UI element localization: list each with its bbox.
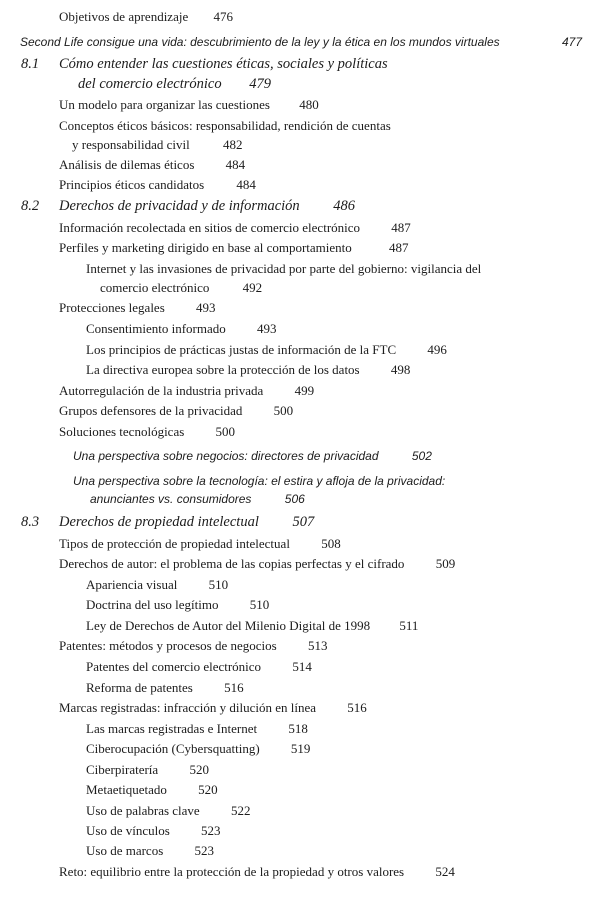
toc-entry [86, 823, 221, 839]
toc-entry-title: Ciberocupación (Cybersquatting) [86, 741, 260, 756]
section-title: del comercio electrónico [78, 76, 222, 92]
toc-entry-page: 520 [198, 782, 218, 797]
toc-entry-page: 516 [224, 680, 244, 695]
toc-entry [59, 9, 233, 25]
toc-entry [59, 97, 319, 113]
toc-entry-title: Patentes del comercio electrónico [86, 659, 262, 674]
toc-entry [59, 300, 216, 316]
toc-section-heading-cont [78, 76, 271, 92]
toc-entry [86, 741, 310, 757]
toc-entry [59, 864, 455, 880]
toc-entry-page: 487 [389, 240, 409, 255]
toc-entry-page: 510 [208, 577, 229, 592]
toc-entry-title: Una perspectiva sobre negocios: directores de privacidad [73, 449, 379, 463]
toc-entry [86, 597, 269, 613]
toc-feature-entry-cont [90, 491, 305, 507]
toc-entry-title: Conceptos éticos básicos: responsabilidad, rendición de cuentas [59, 118, 391, 133]
toc-entry-cont [100, 280, 262, 296]
toc-entry-title: Marcas registradas: infracción y dilución en línea [59, 700, 317, 715]
toc-entry [86, 577, 228, 593]
section-title: Derechos de privacidad y de información [59, 198, 300, 214]
toc-entry-page: 514 [292, 659, 312, 674]
toc-entry-title: comercio electrónico [100, 280, 210, 295]
toc-entry-page: 500 [273, 403, 294, 418]
toc-entry-title: Second Life consigue una vida: descubrimiento de la ley y la ética en los mundos virtuales [20, 35, 500, 49]
toc-entry-title: Principios éticos candidatos [59, 177, 205, 192]
toc-entry-title: Uso de palabras clave [86, 803, 200, 818]
toc-entry-title: La directiva europea sobre la protección de los datos [86, 362, 360, 377]
toc-entry-title: Uso de vínculos [86, 823, 170, 838]
toc-entry-title: Consentimiento informado [86, 321, 226, 336]
toc-entry-title: Ley de Derechos de Autor del Milenio Digital de 1998 [86, 618, 371, 633]
toc-entry-page: 487 [391, 220, 411, 235]
toc-entry [86, 721, 308, 737]
toc-entry-page: 498 [390, 362, 411, 377]
section-page: 486 [333, 198, 356, 214]
section-title: Cómo entender las cuestiones éticas, sociales y políticas [59, 56, 388, 72]
toc-entry-page: 509 [435, 556, 456, 571]
toc-entry [59, 240, 409, 256]
toc-entry-page: 513 [307, 638, 328, 653]
toc-entry-page: 493 [196, 300, 216, 315]
toc-entry-page: 524 [435, 864, 455, 879]
toc-entry-page: 511 [399, 618, 419, 633]
toc-entry-page: 502 [411, 449, 432, 463]
toc-entry [86, 261, 481, 277]
toc-entry [59, 220, 411, 236]
toc-entry-title: Apariencia visual [86, 577, 178, 592]
toc-entry [86, 803, 250, 819]
section-page: 479 [249, 76, 271, 92]
toc-entry-title: Análisis de dilemas éticos [59, 157, 195, 172]
toc-feature-entry [73, 448, 432, 464]
toc-entry-title: Metaetiquetado [86, 782, 167, 797]
toc-entry-title: Soluciones tecnológicas [59, 424, 185, 439]
toc-entry [86, 362, 410, 378]
toc-entry-page: 506 [284, 492, 305, 506]
toc-entry-title: Ciberpiratería [86, 762, 159, 777]
toc-entry-title: Protecciones legales [59, 300, 165, 315]
toc-entry-cont [72, 137, 242, 153]
toc-entry-page: 493 [256, 321, 277, 336]
toc-entry-page: 523 [194, 843, 215, 858]
toc-entry [86, 762, 209, 778]
toc-entry-page: 477 [562, 35, 583, 49]
toc-entry [59, 638, 327, 654]
toc-section-heading [21, 56, 388, 72]
toc-entry-title: Autorregulación de la industria privada [59, 383, 264, 398]
toc-entry-title: Patentes: métodos y procesos de negocios [59, 638, 277, 653]
toc-entry [86, 342, 447, 358]
toc-entry [59, 700, 367, 716]
toc-entry [86, 321, 276, 337]
toc-entry-page: 508 [321, 536, 341, 551]
toc-entry-title: Derechos de autor: el problema de las copias perfectas y el cifrado [59, 556, 405, 571]
toc-entry-page: 484 [225, 157, 246, 172]
toc-entry [86, 659, 312, 675]
toc-entry-page: 516 [347, 700, 367, 715]
toc-entry-title: Las marcas registradas e Internet [86, 721, 258, 736]
toc-entry-page: 492 [242, 280, 263, 295]
toc-entry-page: 482 [222, 137, 243, 152]
toc-section-heading [21, 514, 315, 530]
toc-feature-entry [73, 473, 445, 489]
toc-entry-page: 520 [189, 762, 209, 777]
toc-entry-title: Doctrina del uso legítimo [86, 597, 219, 612]
toc-entry [59, 118, 391, 134]
toc-entry [86, 680, 244, 696]
toc-entry [59, 556, 455, 572]
toc-feature-entry [20, 34, 500, 50]
toc-entry-page: 500 [215, 424, 236, 439]
toc-entry-title: Perfiles y marketing dirigido en base al comportamiento [59, 240, 352, 255]
toc-entry-title: Objetivos de aprendizaje [59, 9, 189, 24]
toc-entry-page: 476 [213, 9, 233, 24]
toc-entry-title: Los principios de prácticas justas de información de la FTC [86, 342, 397, 357]
section-title: Derechos de propiedad intelectual [59, 514, 259, 530]
toc-entry [59, 536, 341, 552]
toc-entry-page: 496 [427, 342, 447, 357]
toc-section-heading [21, 198, 356, 214]
toc-entry-title: Tipos de protección de propiedad intelectual [59, 536, 290, 551]
toc-entry [86, 843, 214, 859]
toc-entry [86, 618, 418, 634]
toc-entry [59, 157, 245, 173]
toc-entry-title: Información recolectada en sitios de comercio electrónico [59, 220, 361, 235]
toc-entry [59, 177, 256, 193]
toc-entry-page: 510 [249, 597, 270, 612]
toc-entry-title: Grupos defensores de la privacidad [59, 403, 243, 418]
toc-entry-page: 519 [290, 741, 311, 756]
section-number: 8.2 [21, 198, 40, 214]
toc-entry-title: y responsabilidad civil [72, 137, 190, 152]
section-page: 507 [292, 514, 315, 530]
toc-feature-page [562, 34, 582, 50]
toc-entry-page: 522 [230, 803, 251, 818]
toc-entry-page: 523 [201, 823, 221, 838]
toc-entry-title: Reforma de patentes [86, 680, 193, 695]
toc-entry [59, 403, 293, 419]
toc-entry-title: Uso de marcos [86, 843, 164, 858]
toc-entry-title: Internet y las invasiones de privacidad por parte del gobierno: vigilancia del [86, 261, 482, 276]
toc-entry [86, 782, 218, 798]
toc-entry-title: Una perspectiva sobre la tecnología: el estira y afloja de la privacidad: [73, 474, 446, 488]
toc-entry [59, 424, 235, 440]
toc-entry-title: anunciantes vs. consumidores [90, 492, 252, 506]
toc-entry-title: Reto: equilibrio entre la protección de la propiedad y otros valores [59, 864, 405, 879]
toc-entry-page: 484 [236, 177, 256, 192]
section-number: 8.3 [21, 514, 40, 530]
toc-entry-page: 518 [288, 721, 308, 736]
section-number: 8.1 [21, 56, 40, 72]
toc-entry-page: 499 [294, 383, 315, 398]
toc-entry-page: 480 [299, 97, 319, 112]
toc-entry [59, 383, 314, 399]
toc-entry-title: Un modelo para organizar las cuestiones [59, 97, 270, 112]
